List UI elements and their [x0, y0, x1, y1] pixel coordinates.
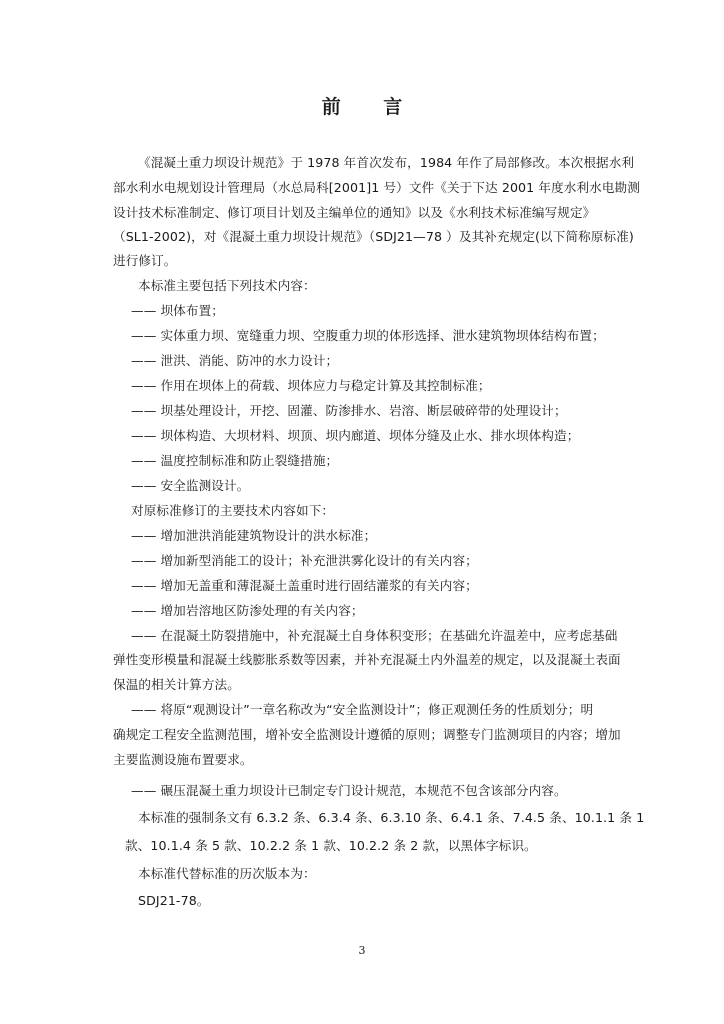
text-line: SDJ21-78。 — [138, 893, 210, 908]
list-item: —— 安全监测设计。 — [131, 478, 250, 493]
text-line: 对原标准修订的主要技术内容如下： — [131, 503, 335, 518]
list-item: —— 坝体布置； — [131, 303, 224, 318]
text-line: 设计技术标准制定、修订项目计划及主编单位的通知》以及《水利技术标准编写规定》 — [113, 205, 596, 220]
list-item: —— 在混凝土防裂措施中，补充混凝土自身体积变形；在基础允许温差中，应考虑基础 — [131, 628, 618, 643]
text-line: 本标准主要包括下列技术内容： — [138, 278, 316, 293]
page-title: 前 言 — [321, 96, 421, 118]
list-item: —— 泄洪、消能、防冲的水力设计； — [131, 353, 339, 368]
list-item: —— 作用在坝体上的荷载、坝体应力与稳定计算及其控制标准； — [131, 378, 491, 393]
text-line: 部水利水电规划设计管理局（水总局科[2001]1 号）文件《关于下达 2001 年度水利水电勘测 — [113, 180, 640, 195]
text-line: 本标准的强制条文有 6.3.2 条、6.3.4 条、6.3.10 条、6.4.1 条、7.4.5 条、10.1.1 条 1 — [138, 810, 645, 825]
list-item: —— 实体重力坝、宽缝重力坝、空腹重力坝的体形选择、泄水建筑物坝体结构布置； — [131, 328, 605, 343]
text-line: 主要监测设施布置要求。 — [113, 752, 253, 767]
text-line: 进行修订。 — [113, 253, 177, 268]
text-line: 《混凝土重力坝设计规范》于 1978 年首次发布，1984 年作了局部修改。本次根据水利 — [138, 155, 635, 170]
page-number: 3 — [358, 944, 366, 957]
list-item: —— 温度控制标准和防止裂缝措施； — [131, 453, 339, 468]
list-item: —— 坝体构造、大坝材料、坝顶、坝内廊道、坝体分缝及止水、排水坝体构造； — [131, 428, 580, 443]
list-item: —— 增加泄洪消能建筑物设计的洪水标准； — [131, 528, 377, 543]
list-item: —— 将原“观测设计”一章名称改为“安全监测设计”；修正观测任务的性质划分；明 — [131, 702, 594, 717]
text-line: 款、10.1.4 条 5 款、10.2.2 条 1 款、10.2.2 条 2 款，以黑体字标识。 — [125, 838, 537, 853]
text-line: 弹性变形模量和混凝土线膨胀系数等因素，并补充混凝土内外温差的规定，以及混凝土表面 — [113, 652, 621, 667]
text-line: （SL1-2002)，对《混凝土重力坝设计规范》（SDJ21—78 ）及其补充规定(以下简称原标准) — [113, 229, 634, 244]
list-item: —— 增加新型消能工的设计；补充泄洪雾化设计的有关内容； — [131, 553, 478, 568]
text-line: 确规定工程安全监测范围，增补安全监测设计遵循的原则；调整专门监测项目的内容；增加 — [113, 727, 621, 742]
list-item: —— 增加无盖重和薄混凝土盖重时进行固结灌浆的有关内容； — [131, 578, 478, 593]
text-line: 保温的相关计算方法。 — [113, 677, 240, 692]
text-line: 本标准代替标准的历次版本为： — [138, 866, 316, 881]
list-item: —— 碾压混凝土重力坝设计已制定专门设计规范，本规范不包含该部分内容。 — [131, 783, 567, 798]
list-item: —— 坝基处理设计，开挖、固灌、防渗排水、岩溶、断层破碎带的处理设计； — [131, 403, 567, 418]
list-item: —— 增加岩溶地区防渗处理的有关内容； — [131, 603, 364, 618]
